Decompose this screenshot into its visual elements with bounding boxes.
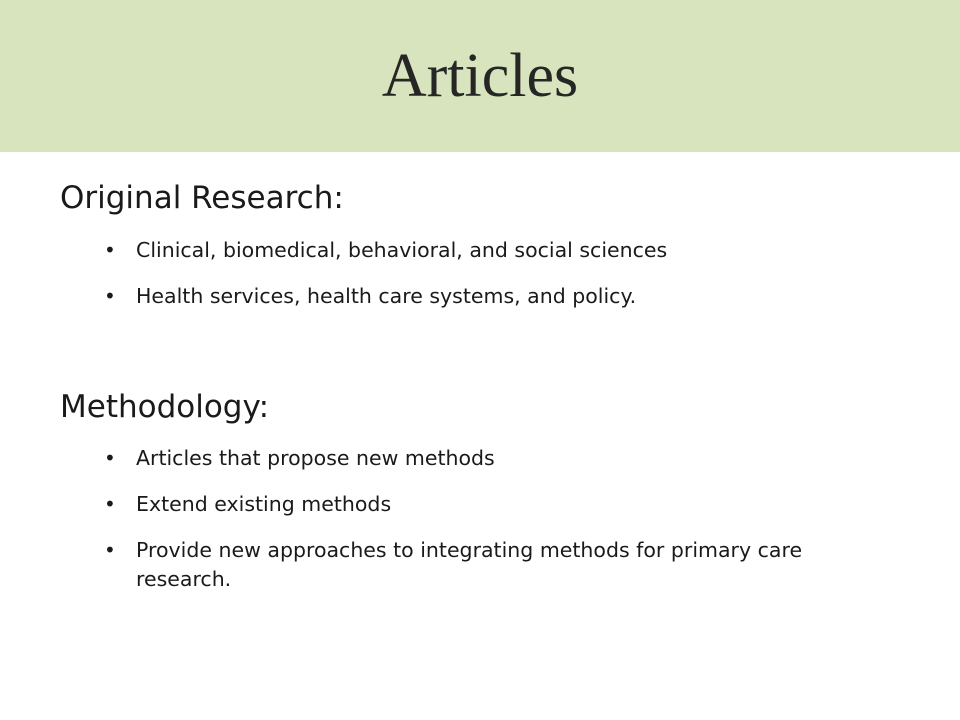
bullet-icon: • bbox=[104, 238, 116, 262]
section-heading-original-research: Original Research: bbox=[60, 180, 344, 216]
bullet-text: Provide new approaches to integrating methods for primary care research. bbox=[136, 538, 803, 591]
bullet-text: Clinical, biomedical, behavioral, and social sciences bbox=[136, 238, 668, 262]
bullet-text: Articles that propose new methods bbox=[136, 446, 495, 470]
list-item bbox=[0, 490, 836, 519]
bullet-list-original-research bbox=[0, 236, 836, 328]
list-item bbox=[0, 444, 836, 473]
slide-title: Articles bbox=[381, 42, 579, 110]
bullet-text: Extend existing methods bbox=[136, 492, 392, 516]
bullet-list-methodology bbox=[0, 444, 836, 611]
bullet-icon: • bbox=[104, 538, 116, 562]
bullet-icon: • bbox=[104, 492, 116, 516]
list-item bbox=[0, 536, 836, 594]
section-heading-methodology: Methodology: bbox=[60, 389, 270, 425]
bullet-icon: • bbox=[104, 446, 116, 470]
bullet-text: Health services, health care systems, and policy. bbox=[136, 284, 637, 308]
list-item bbox=[0, 282, 836, 311]
list-item bbox=[0, 236, 836, 265]
bullet-icon: • bbox=[104, 284, 116, 308]
